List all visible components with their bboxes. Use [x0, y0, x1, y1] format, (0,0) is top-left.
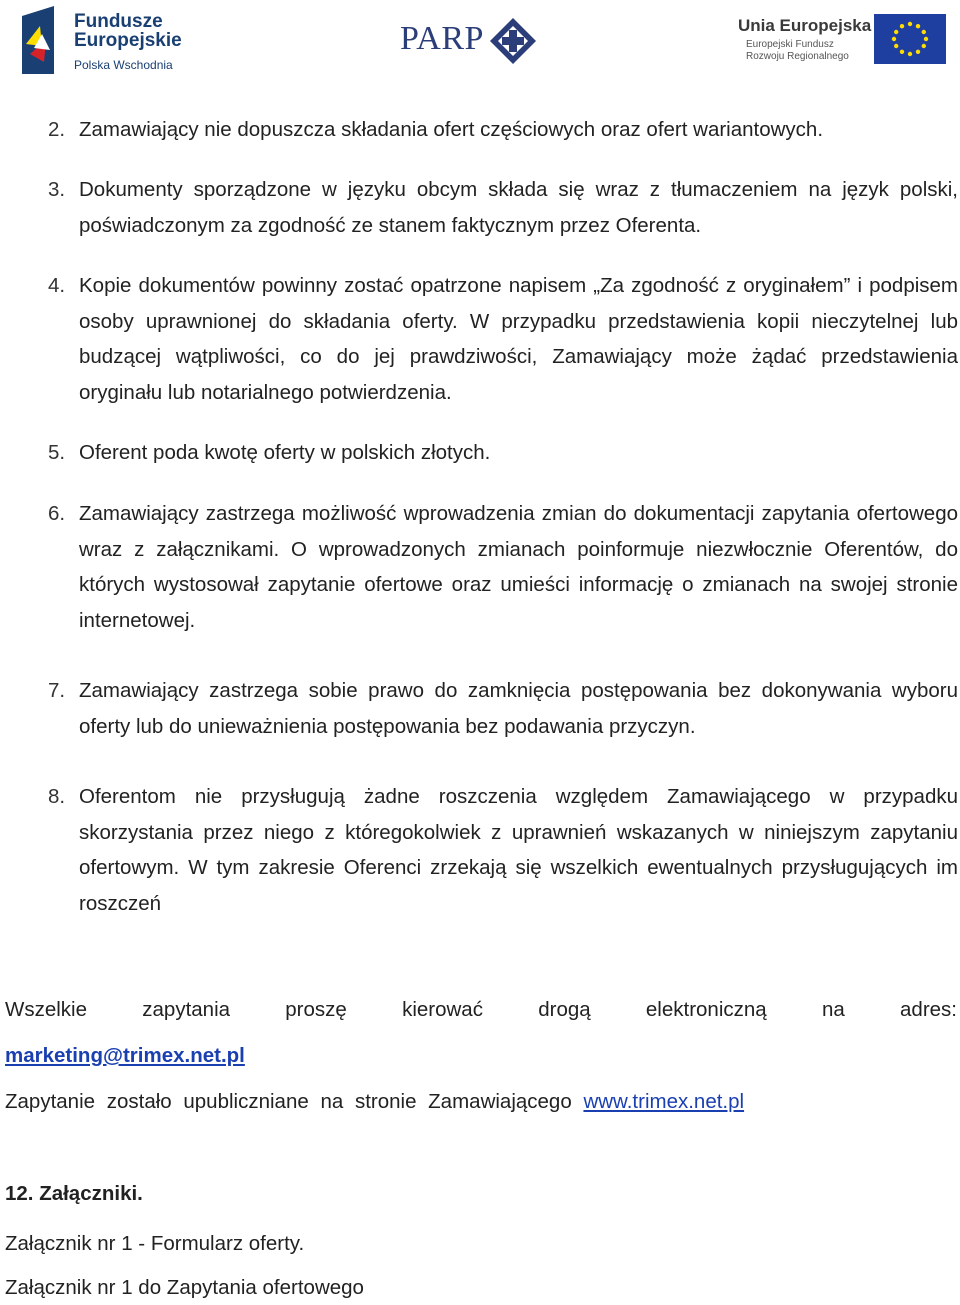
- eu-logo-sub2: Rozwoju Regionalnego: [746, 51, 849, 62]
- list-item-text: Zamawiający nie dopuszcza składania ofert częściowych oraz ofert wariantowych.: [79, 118, 824, 141]
- list-item-number: 2.: [48, 118, 66, 141]
- fe-logo-subtitle: Polska Wschodnia: [74, 58, 173, 72]
- eu-logo-sub1: Europejski Fundusz: [746, 39, 834, 50]
- list-item-text: Zamawiający zastrzega sobie prawo do zamknięcia postępowania bez dokonywania wyboru oferty lub do unieważnienia postępowania bez podawania przyczyn.: [79, 679, 958, 738]
- list-item-text: Oferentom nie przysługują żadne roszczenia względem Zamawiającego w przypadku skorzystania przez niego z któregokolwiek z uprawnień wskazanych w niniejszym zapytaniu ofertowym. W tym zakresie Oferenci zrzekają się wszelkich ewentualnych przysługujących im roszczeń: [79, 785, 958, 915]
- list-item: [48, 435, 958, 471]
- fe-logo-line2: Europejskie: [74, 30, 182, 51]
- header-logos: [0, 0, 960, 90]
- fe-emblem-icon: [20, 4, 70, 78]
- list-item-text: Kopie dokumentów powinny zostać opatrzone napisem „Za zgodność z oryginałem” i podpisem osoby uprawnionej do składania oferty. W przypadku przedstawienia kopii nieczytelnej lub budzącej wątpliwości, co do jej prawdziwości, Zamawiający może żądać przedstawienia oryginału lub notarialnego potwierdzenia.: [79, 274, 958, 404]
- list-item: [48, 779, 958, 921]
- section-title: 12. Załączniki.: [5, 1182, 143, 1205]
- list-item: [48, 112, 958, 148]
- list-item: [48, 673, 958, 744]
- eu-logo-title: Unia Europejska: [738, 16, 872, 35]
- list-item-text: Dokumenty sporządzone w języku obcym składa się wraz z tłumaczeniem na język polski, poświadczonym za zgodność ze stanem faktycznym przez Oferenta.: [79, 178, 958, 237]
- list-item-number: 6.: [48, 502, 66, 525]
- website-link[interactable]: www.trimex.net.pl: [583, 1090, 745, 1113]
- eu-flag-icon: [874, 14, 946, 64]
- list-item-text: Zamawiający zastrzega możliwość wprowadzenia zmian do dokumentacji zapytania ofertowego wraz z załącznikami. O wprowadzonych zmianach poinformuje niezwłocznie Oferentów, do których wystosował zapytanie ofertowe oraz umieści informację o zmianach na swojej stronie internetowej.: [79, 502, 958, 632]
- published-text: Zapytanie zostało upubliczniane na stronie Zamawiającego: [5, 1090, 572, 1113]
- list-item-number: 3.: [48, 178, 66, 201]
- list-item-number: 8.: [48, 785, 66, 808]
- list-item: [48, 268, 958, 410]
- contact-line: Wszelkie zapytania proszę kierować drogą elektroniczną na adres:: [5, 998, 957, 1021]
- fe-logo-title: [74, 12, 182, 50]
- list-item-text: Oferent poda kwotę oferty w polskich złotych.: [79, 441, 491, 464]
- contact-email-row: [5, 1038, 957, 1073]
- eu-logo-subtitle: [746, 39, 849, 63]
- published-row: [5, 1084, 957, 1119]
- list-item-number: 4.: [48, 274, 66, 297]
- attachment-item: Załącznik nr 1 do Zapytania ofertowego: [5, 1276, 364, 1299]
- parp-logo-text: PARP: [400, 20, 484, 57]
- attachment-item: Załącznik nr 1 - Formularz oferty.: [5, 1232, 305, 1255]
- eu-logo: [738, 14, 948, 70]
- contact-email-link[interactable]: marketing@trimex.net.pl: [5, 1044, 245, 1067]
- list-item-number: 7.: [48, 679, 66, 702]
- list-item: [48, 496, 958, 638]
- fe-logo-line1: Fundusze: [74, 11, 163, 32]
- list-item-number: 5.: [48, 441, 66, 464]
- list-item: [48, 172, 958, 243]
- parp-logo: [400, 14, 540, 70]
- parp-emblem-icon: [488, 16, 538, 66]
- fundusze-europejskie-logo: [20, 4, 200, 78]
